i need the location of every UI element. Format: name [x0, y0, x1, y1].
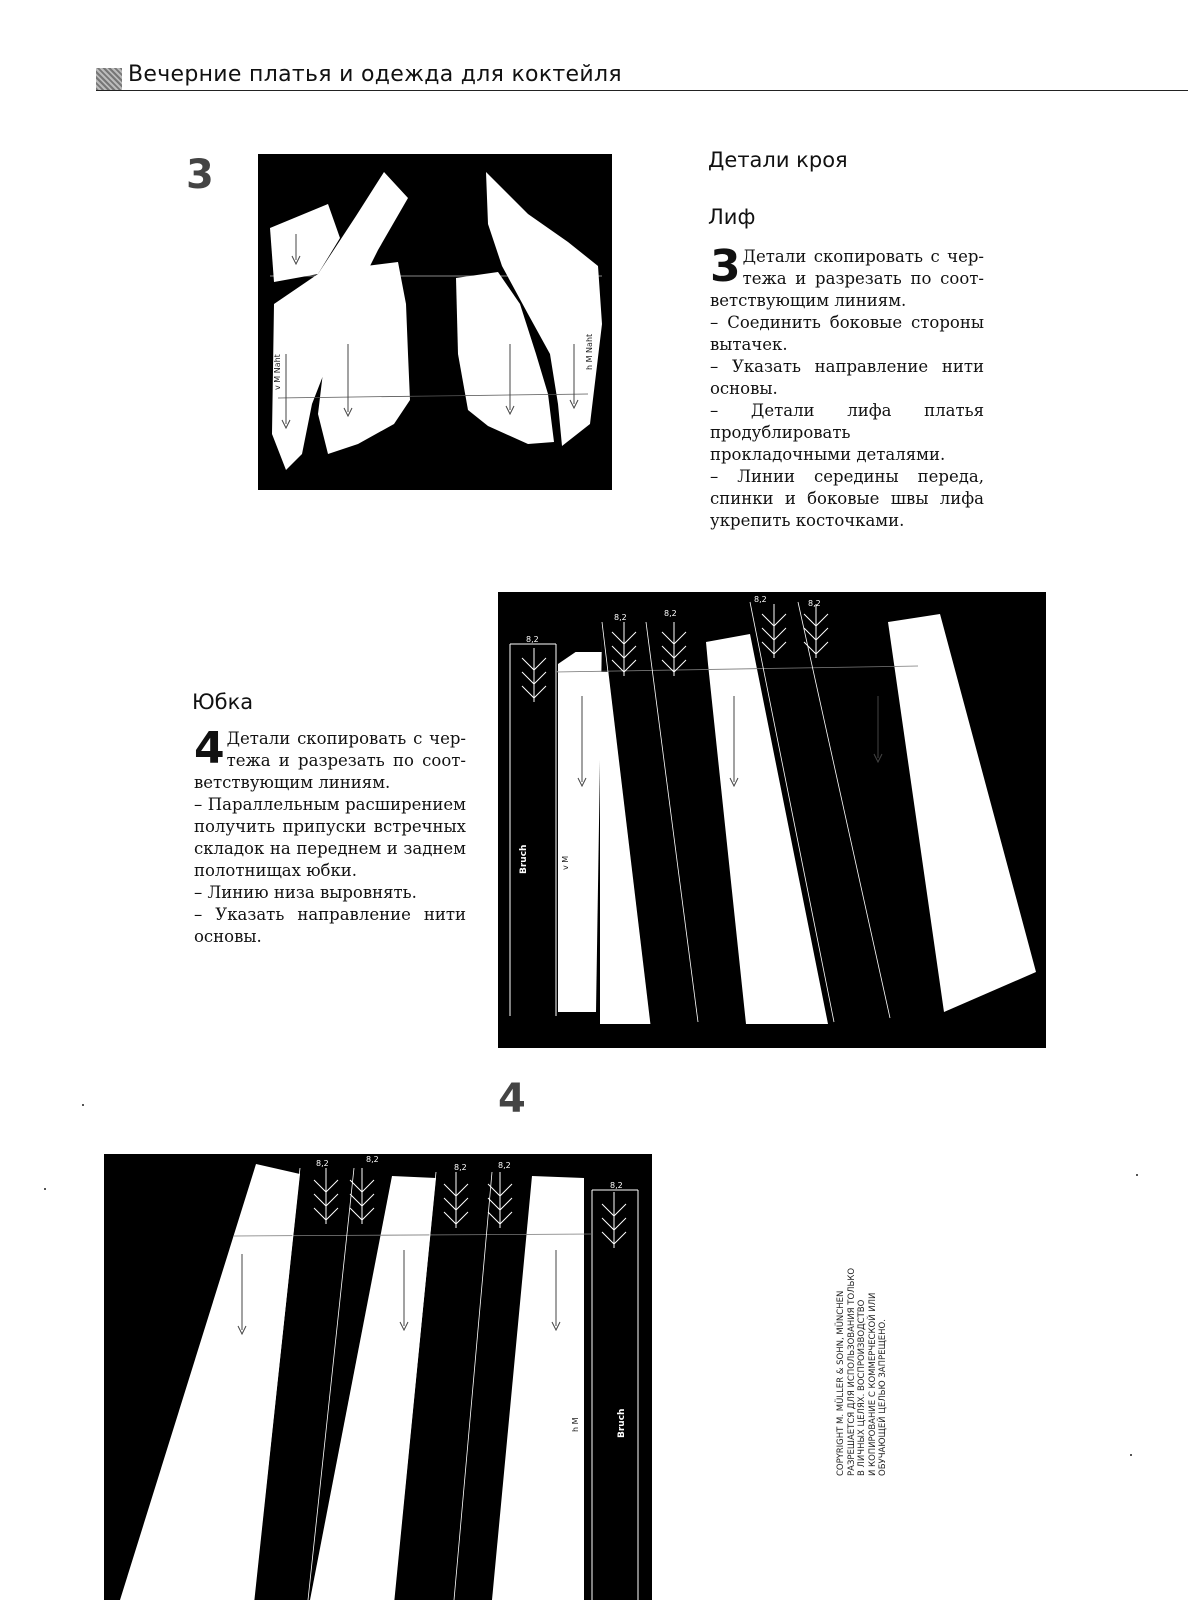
- bodice-step: – Соединить боковые стороны вытачек.: [710, 313, 984, 354]
- fold-value-label: 8,2: [754, 595, 767, 604]
- label-bruch: Bruch: [519, 844, 529, 874]
- skirt-step: – Указать направление нити основы.: [194, 905, 466, 946]
- fold-value-label: 8,2: [614, 613, 627, 622]
- fold-value-label: 8,2: [498, 1161, 511, 1170]
- scan-speck: [1130, 1454, 1132, 1456]
- label-hm-naht: h M Naht: [585, 333, 594, 370]
- scan-speck: [1136, 1174, 1138, 1176]
- running-header: [96, 62, 1188, 92]
- header-marker: [96, 68, 122, 90]
- copyright-line: РАЗРЕШАЕТСЯ ДЛЯ ИСПОЛЬЗОВАНИЯ ТОЛЬКО: [846, 1267, 857, 1476]
- skirt-step: – Линию низа выровнять.: [194, 883, 417, 902]
- bodice-step: – Детали лифа платья продублировать прокладочными деталями.: [710, 401, 984, 464]
- copyright-line: В ЛИЧНЫХ ЦЕЛЯХ. ВОСПРОИЗВОДСТВО: [857, 1299, 867, 1476]
- skirt-dropcap: 4: [194, 723, 225, 774]
- figure-3-bodice-pattern: [258, 154, 612, 490]
- bodice-dropcap: 3: [710, 241, 741, 292]
- fold-value-label: 8,2: [808, 599, 821, 608]
- fold-value-label: 8,2: [526, 635, 539, 644]
- scan-speck: [82, 1104, 84, 1106]
- fold-value-label: 8,2: [454, 1163, 467, 1172]
- scan-speck: [44, 1188, 46, 1190]
- figure-4-front-skirt-pattern: [498, 592, 1046, 1048]
- bodice-step: – Указать направление нити основы.: [710, 357, 984, 398]
- label-hm: h M: [571, 1417, 580, 1432]
- label-bruch: Bruch: [617, 1408, 627, 1438]
- skirt-instructions: [194, 723, 466, 948]
- section-heading-details: Детали кроя: [708, 148, 848, 172]
- fold-value-label: 8,2: [316, 1159, 329, 1168]
- figure-3-number: 3: [186, 152, 214, 198]
- section-heading-skirt: Юбка: [192, 690, 254, 714]
- bodice-step: Детали скопировать с чер-тежа и разрезать по соот-ветствующим линиям.: [710, 247, 984, 310]
- header-rule: [96, 90, 1188, 91]
- label-vm-naht: v M Naht: [273, 354, 282, 390]
- skirt-step: – Параллельным расширением получить припуски встречных складок на переднем и заднем полотнищах юбки.: [194, 795, 466, 880]
- fold-value-label: 8,2: [366, 1155, 379, 1164]
- skirt-step: Детали скопировать с чер-тежа и разрезать по соот-ветствующим линиям.: [194, 729, 466, 792]
- copyright-line: ОБУЧАЮЩЕЙ ЦЕЛЬЮ ЗАПРЕЩЕНО.: [878, 1319, 888, 1476]
- copyright-line: И КОПИРОВАНИЕ С КОММЕРЧЕСКОЙ ИЛИ: [867, 1292, 878, 1476]
- label-vm: v M: [561, 855, 570, 870]
- fold-value-label: 8,2: [610, 1181, 623, 1190]
- fold-value-label: 8,2: [664, 609, 677, 618]
- copyright-notice: [836, 1268, 889, 1476]
- figure-4-back-skirt-pattern: [104, 1154, 652, 1600]
- chapter-title: Вечерние платья и одежда для коктейля: [128, 62, 622, 87]
- copyright-line: COPYRIGHT M. MÜLLER & SOHN, MÜNCHEN: [836, 1290, 846, 1476]
- bodice-step: – Линии середины переда, спинки и боковые швы лифа укрепить косточками.: [710, 467, 984, 530]
- bodice-instructions: [710, 241, 984, 532]
- figure-4-number: 4: [498, 1076, 526, 1122]
- section-heading-bodice: Лиф: [708, 205, 756, 229]
